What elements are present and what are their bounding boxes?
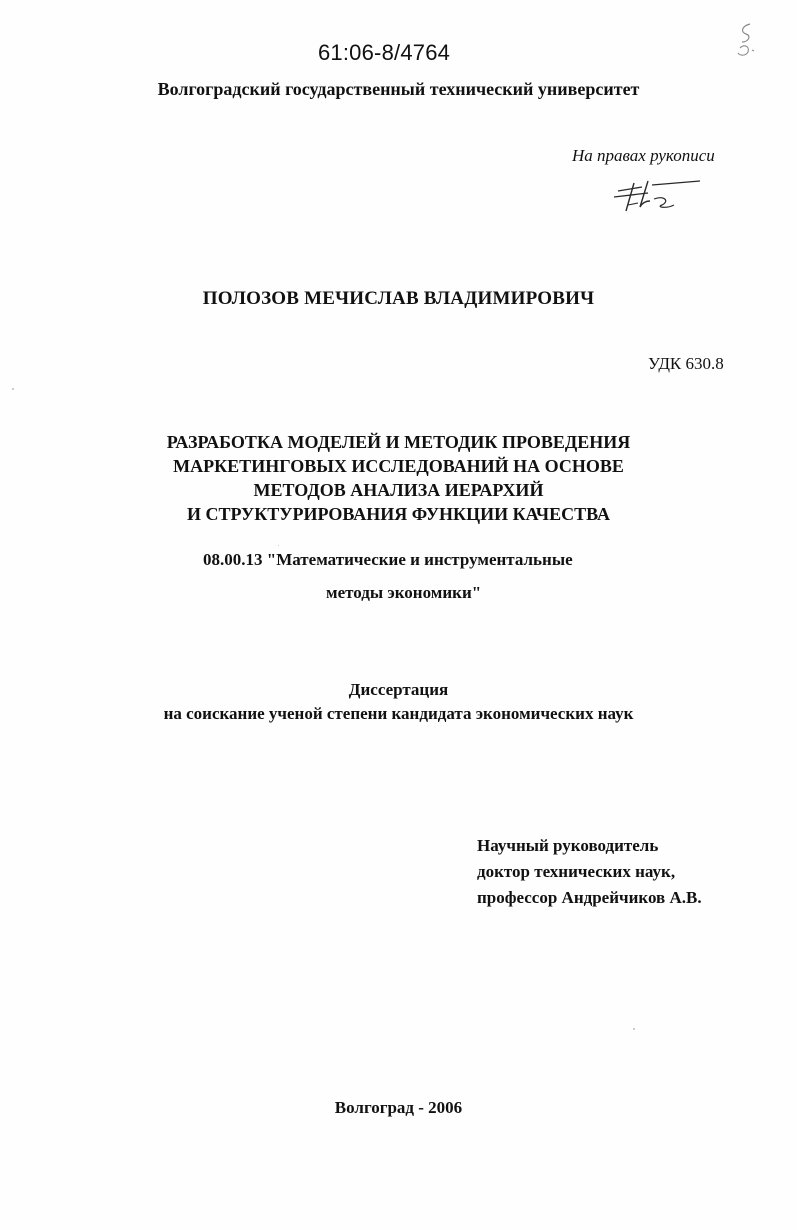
supervisor-line: Научный руководитель bbox=[477, 836, 659, 855]
signature-icon bbox=[608, 175, 704, 217]
university-name: Волгоградский государственный технический университет bbox=[157, 79, 640, 99]
archive-code: 61:06-8/4764 bbox=[318, 40, 451, 65]
pencil-mark-icon bbox=[732, 20, 758, 60]
scan-speck bbox=[278, 545, 279, 546]
specialty-line: 08.00.13 "Математические и инструментальные bbox=[203, 550, 573, 569]
supervisor-line: доктор технических наук, bbox=[477, 862, 676, 881]
scan-speck bbox=[633, 1028, 635, 1030]
degree-line: на соискание ученой степени кандидата экономических наук bbox=[163, 704, 634, 723]
author-name: ПОЛОЗОВ МЕЧИСЛАВ ВЛАДИМИРОВИЧ bbox=[202, 288, 595, 309]
document-type: Диссертация bbox=[348, 680, 449, 699]
scan-speck bbox=[12, 388, 14, 390]
supervisor-line: профессор Андрейчиков А.В. bbox=[477, 888, 702, 907]
dissertation-title bbox=[0, 430, 797, 526]
specialty-line: методы экономики" bbox=[326, 583, 482, 602]
title-line: МАРКЕТИНГОВЫХ ИССЛЕДОВАНИЙ НА ОСНОВЕ bbox=[173, 456, 624, 476]
udk-code: УДК 630.8 bbox=[648, 354, 724, 373]
supervisor-block bbox=[477, 833, 702, 911]
title-line: МЕТОДОВ АНАЛИЗА ИЕРАРХИЙ bbox=[253, 480, 544, 500]
title-line: РАЗРАБОТКА МОДЕЛЕЙ И МЕТОДИК ПРОВЕДЕНИЯ bbox=[166, 432, 631, 452]
manuscript-rights-note: На правах рукописи bbox=[572, 146, 715, 165]
title-line: И СТРУКТУРИРОВАНИЯ ФУНКЦИИ КАЧЕСТВА bbox=[186, 504, 611, 524]
city-year: Волгоград - 2006 bbox=[334, 1098, 463, 1117]
